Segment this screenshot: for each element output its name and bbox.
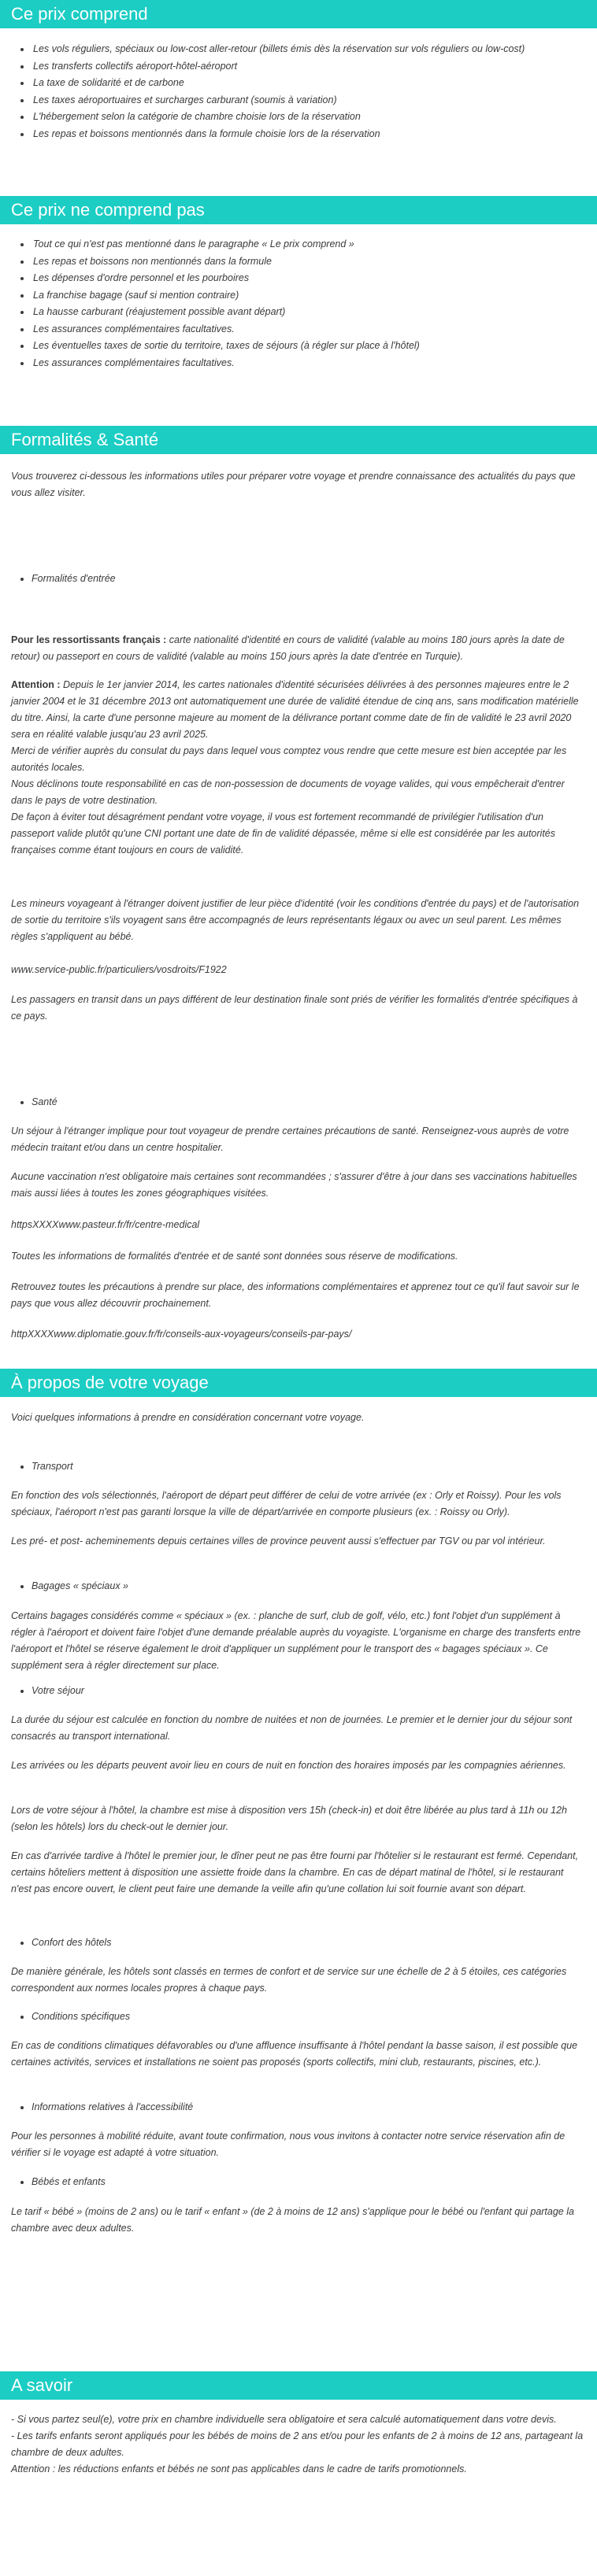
sante-text-2: Aucune vaccination n'est obligatoire mais certaines sont recommandées ; s'assurer d'être à jour dans ses vaccinations habituelles mais aussi liées à toutes les zones géographiques visitées. xyxy=(11,1171,577,1199)
access-label: • Informations relatives à l'accessibilité xyxy=(32,2099,193,2116)
bagages-heading xyxy=(0,1578,128,1595)
attention-text: Depuis le 1er janvier 2014, les cartes nationales d'identité sécurisées délivrées à des personnes majeures entre le 2 janvier 2004 et le 31 décembre 2013 ont automatiquement une durée de validité étendue de cinq ans, sans modification matérielle du titre. Ainsi, la carte d'une personne majeure au moment de la délivrance portant comme date de fin de validité le 23 avril 2020 sera en réalité valable jusqu'au 23 avril 2025. xyxy=(11,679,579,740)
asavoir-line-3: Attention : les réductions enfants et bébés ne sont pas applicables dans le cadre de tarifs promotionnels. xyxy=(11,2463,467,2474)
apropos-intro: Voici quelques informations à prendre en considération concernant votre voyage. xyxy=(11,1412,365,1423)
decline-text: Nous déclinons toute responsabilité en cas de non-possession de documents de voyage valides, qui vous empêcherait d'entrer dans le pays de votre destination. xyxy=(11,778,565,806)
ne-comprend-item: • Les assurances complémentaires facultatives. xyxy=(32,355,565,372)
ne-comprend-item: • Les assurances complémentaires facultatives. xyxy=(32,321,565,338)
transport-heading xyxy=(0,1458,73,1475)
conditions-heading xyxy=(0,2009,130,2025)
conditions-text: En cas de conditions climatiques défavorables ou d'une affluence insuffisante à l'hôtel pendant la basse saison, il est possible que certaines activités, services et installations ne soient pas proposés (sports collectifs, mini club, restaurants, piscines, etc.). xyxy=(11,2040,578,2068)
sejour-heading xyxy=(0,1683,84,1699)
confort-text: De manière générale, les hôtels sont classés en termes de confort et de service sur une échelle de 2 à 5 étoiles, ces catégories correspondent aux normes locales propres à chaque pays. xyxy=(11,1966,567,1994)
transport-text-1: En fonction des vols sélectionnés, l'aéroport de départ peut différer de celui de votre arrivée (ex : Orly et Roissy). Pour les vols spéciaux, l'aéroport n'est pas garanti lorsque la ville de départ/arrivée en comporte plusieurs (ex. : Roissy ou Orly). xyxy=(11,1490,562,1517)
comprend-item: • Les repas et boissons mentionnés dans la formule choisie lors de la réservation xyxy=(32,126,565,143)
asavoir-line-2: - Les tarifs enfants seront appliqués pour les bébés de moins de 2 ans et/ou pour les enfants de 2 à moins de 12 ans, partageant la chambre de deux adultes. xyxy=(11,2430,584,2458)
asavoir-block xyxy=(11,2412,586,2478)
bebes-heading xyxy=(0,2174,106,2190)
bebes-label: • Bébés et enfants xyxy=(32,2174,106,2190)
ne-comprend-list xyxy=(0,236,565,371)
comprend-item: • La taxe de solidarité et de carbone xyxy=(32,75,565,92)
ressortissants-text: carte nationalité d'identité en cours de validité (valable au moins 180 jours après la date de retour) ou passeport en cours de validité (valable au moins 150 jours après la date d'entrée en Turquie). xyxy=(11,634,565,662)
bagages-label: • Bagages « spéciaux » xyxy=(32,1578,128,1595)
comprend-item: • Les vols réguliers, spéciaux ou low-cost aller-retour (billets émis dès la réservation sur vols réguliers ou low-cost) xyxy=(32,41,565,58)
attention-block xyxy=(11,677,586,859)
sante-heading xyxy=(0,1094,57,1111)
ressortissants-paragraph xyxy=(11,632,586,665)
sejour-text-1: La durée du séjour est calculée en fonction du nombre de nuitées et non de journées. Le premier et le dernier jour du séjour sont consacrés au transport international. xyxy=(11,1714,573,1742)
transport-label: • Transport xyxy=(32,1458,73,1475)
section-title-asavoir: A savoir xyxy=(0,2371,597,2400)
asavoir-line-1: - Si vous partez seul(e), votre prix en chambre individuelle sera obligatoire et sera calculé automatiquement dans votre devis. xyxy=(11,2414,557,2425)
link-diplomatie[interactable]: httpXXXXwww.diplomatie.gouv.fr/fr/conseils-aux-voyageurs/conseils-par-pays/ xyxy=(11,1329,352,1340)
minors-text: Les mineurs voyageant à l'étranger doivent justifier de leur pièce d'identité (voir les conditions d'entrée du pays) et de l'autorisation de sortie du territoire s'ils voyagent sans être accompagnés de leurs représentants légaux ou avec un seul parent. Les mêmes règles s'appliquent au bébé. xyxy=(11,898,580,942)
avoid-text: De façon à éviter tout désagrément pendant votre voyage, il vous est fortement recommandé de privilégier l'utilisation d'un passeport valide plutôt qu'une CNI portant une date de fin de validité dépassée, même si elle est considérée par les autorités françaises comme étant toujours en cours de validité. xyxy=(11,811,555,856)
comprend-item: • Les taxes aéroportuaires et surcharges carburant (soumis à variation) xyxy=(32,92,565,109)
section-title-ne-comprend: Ce prix ne comprend pas xyxy=(0,196,597,224)
retrouvez-text: Retrouvez toutes les précautions à prendre sur place, des informations complémentaires et apprenez tout ce qu'il faut savoir sur le pays que vous allez découvrir prochainement. xyxy=(11,1281,580,1309)
transit-text: Les passagers en transit dans un pays différent de leur destination finale sont priés de vérifier les formalités d'entrée spécifiques à ce pays. xyxy=(11,994,578,1022)
formalites-intro: Vous trouverez ci-dessous les informations utiles pour préparer votre voyage et prendre connaissance des actualités du pays que vous allez visiter. xyxy=(11,471,576,498)
formalites-entree-heading xyxy=(0,571,116,587)
sante-text-1: Un séjour à l'étranger implique pour tout voyageur de prendre certaines précautions de santé. Renseignez-vous auprès de votre médecin traitant et/ou dans un centre hospitalier. xyxy=(11,1125,569,1153)
ne-comprend-item: • Les éventuelles taxes de sortie du territoire, taxes de séjours (à régler sur place à l'hôtel) xyxy=(32,338,565,355)
ne-comprend-item: • Les repas et boissons non mentionnés dans la formule xyxy=(32,253,565,271)
access-heading xyxy=(0,2099,193,2116)
sante-label: • Santé xyxy=(32,1094,57,1111)
ne-comprend-item: • La hausse carburant (réajustement possible avant départ) xyxy=(32,304,565,321)
access-text: Pour les personnes à mobilité réduite, avant toute confirmation, nous vous invitons à contacter notre service réservation afin de vérifier si le voyage est adapté à votre situation. xyxy=(11,2131,565,2158)
reserve-text: Toutes les informations de formalités d'entrée et de santé sont données sous réserve de modifications. xyxy=(11,1251,458,1262)
sejour-text-3: Lors de votre séjour à l'hôtel, la chambre est mise à disposition vers 15h (check-in) et doit être libérée au plus tard à 11h ou 12h (selon les hôtels) lors du check-out le dernier jour. xyxy=(11,1805,568,1832)
comprend-item: • Les transferts collectifs aéroport-hôtel-aéroport xyxy=(32,58,565,76)
sejour-text-2: Les arrivées ou les départs peuvent avoir lieu en cours de nuit en fonction des horaires imposés par les compagnies aériennes. xyxy=(11,1760,566,1771)
sejour-label: • Votre séjour xyxy=(32,1683,84,1699)
attention-lead: Attention : xyxy=(11,679,61,690)
section-title-comprend: Ce prix comprend xyxy=(0,0,597,28)
section-title-formalites: Formalités & Santé xyxy=(0,426,597,454)
confort-heading xyxy=(0,1935,111,1951)
confort-label: • Confort des hôtels xyxy=(32,1935,111,1951)
section-title-apropos: À propos de votre voyage xyxy=(0,1369,597,1397)
ne-comprend-item: • Tout ce qui n'est pas mentionné dans le paragraphe « Le prix comprend » xyxy=(32,236,565,253)
conditions-label: • Conditions spécifiques xyxy=(32,2009,130,2025)
verify-text: Merci de vérifier auprès du consulat du pays dans lequel vous comptez vous rendre que cette mesure est bien acceptée par les autorités locales. xyxy=(11,745,567,773)
comprend-list xyxy=(0,41,565,142)
ne-comprend-item: • Les dépenses d'ordre personnel et les pourboires xyxy=(32,270,565,287)
transport-text-2: Les pré- et post- acheminements depuis certaines villes de province peuvent aussi s'effectuer par TGV ou par vol intérieur. xyxy=(11,1536,546,1547)
ressortissants-lead: Pour les ressortissants français : xyxy=(11,634,167,645)
link-pasteur[interactable]: httpsXXXXwww.pasteur.fr/fr/centre-medical xyxy=(11,1219,200,1230)
bebes-text: Le tarif « bébé » (moins de 2 ans) ou le tarif « enfant » (de 2 à moins de 12 ans) s'applique pour le bébé ou l'enfant qui partage la chambre avec deux adultes. xyxy=(11,2206,574,2234)
link-service-public[interactable]: www.service-public.fr/particuliers/vosdroits/F1922 xyxy=(11,964,227,975)
ne-comprend-item: • La franchise bagage (sauf si mention contraire) xyxy=(32,287,565,305)
bagages-text: Certains bagages considérés comme « spéciaux » (ex. : planche de surf, club de golf, vélo, etc.) font l'objet d'un supplément à régler à l'aéroport et doivent faire l'objet d'une demande préalable auprès du voyagiste. L'organisme en charge des transferts entre l'aéroport et l'hôtel se réserve également le droit d'appliquer un supplément pour le transport des « bagages spéciaux ». Ce supplément sera à régler directement sur place. xyxy=(11,1610,581,1671)
comprend-item: • L'hébergement selon la catégorie de chambre choisie lors de la réservation xyxy=(32,109,565,126)
formalites-entree-label: • Formalités d'entrée xyxy=(32,571,116,587)
sejour-text-4: En cas d'arrivée tardive à l'hôtel le premier jour, le dîner peut ne pas être fourni par l'hôtelier si le restaurant est fermé. Cependant, certains hôteliers mettent à disposition une assiette froide dans la chambre. En cas de départ matinal de l'hôtel, si le restaurant n'est pas encore ouvert, le client peut faire une demande la veille afin qu'une collation lui soit fournie avant son départ. xyxy=(11,1850,579,1894)
